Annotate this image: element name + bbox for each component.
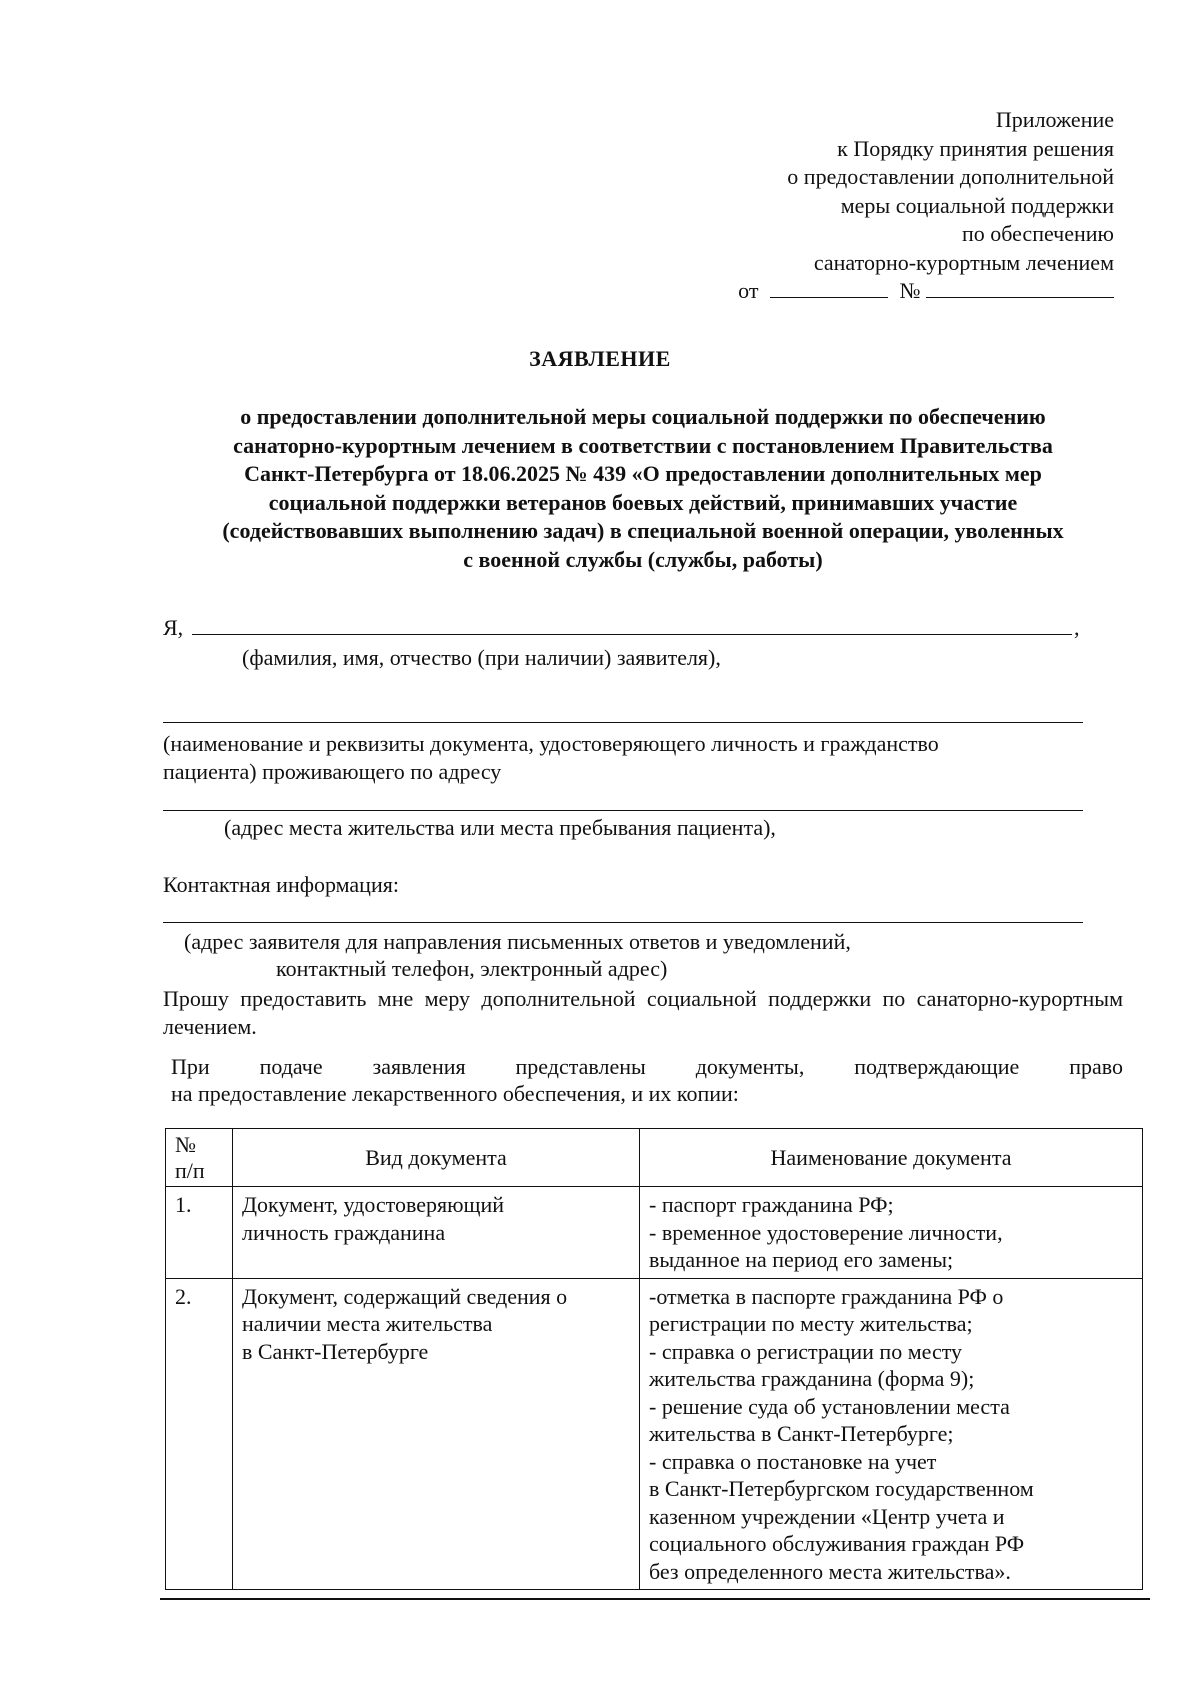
appendix-line: санаторно-курортным лечением [813, 249, 1114, 275]
applicant-comma: , [1074, 615, 1080, 640]
request-paragraph: Прошу предоставить мне меру дополнительной социальной поддержки по санаторно-курортным лечением. [163, 986, 1123, 1039]
row-document-names: - паспорт гражданина РФ; - временное удостоверение личности, выданное на период его замены; [640, 1187, 1143, 1279]
documents-intro-cont: на предоставление лекарственного обеспечения, и их копии: [171, 1081, 739, 1106]
intro-word: представлены [515, 1054, 646, 1079]
document-caption-cont: пациента) проживающего по адресу [163, 759, 502, 784]
identity-document-field[interactable] [163, 700, 1083, 723]
appendix-line: меры социальной поддержки [840, 192, 1114, 218]
page-bottom-rule [160, 1598, 1150, 1600]
address-caption: (адрес места жительства или места пребывания пациента), [224, 815, 776, 840]
intro-word: подтверждающие [854, 1054, 1020, 1079]
appendix-line: по обеспечению [961, 221, 1114, 246]
documents-intro [171, 1053, 1123, 1080]
date-prefix: от [738, 278, 759, 303]
document-subtitle [163, 403, 1123, 574]
applicant-name-field[interactable] [192, 612, 1072, 635]
subtitle-line: санаторно-курортным лечением в соответствии с постановлением Правительства [233, 432, 1053, 458]
subtitle-line: о предоставлении дополнительной меры социальной поддержки по обеспечению [240, 404, 1046, 429]
address-field[interactable] [163, 788, 1083, 811]
applicant-label: Я, [163, 615, 184, 640]
document-caption: (наименование и реквизиты документа, удостоверяющего личность и гражданство [163, 731, 939, 756]
subtitle-line: (содействовавших выполнению задач) в специальной военной операции, уволенных [222, 518, 1064, 543]
subtitle-line: с военной службы (службы, работы) [463, 546, 823, 572]
intro-word: При [171, 1054, 210, 1079]
table-header-row [166, 1129, 1143, 1187]
appendix-line: к Порядку принятия решения [837, 135, 1114, 161]
intro-word: подаче [259, 1054, 323, 1079]
document-title: ЗАЯВЛЕНИЕ [529, 346, 671, 371]
contact-label: Контактная информация: [163, 872, 399, 897]
contact-field[interactable] [163, 900, 1083, 923]
date-blank [770, 277, 888, 298]
number-prefix: № [899, 278, 921, 303]
intro-word: заявления [372, 1054, 466, 1079]
subtitle-line: Санкт-Петербурга от 18.06.2025 № 439 «О предоставлении дополнительных мер [244, 461, 1042, 486]
appendix-line: о предоставлении дополнительной [787, 164, 1114, 189]
header-document-type: Вид документа [233, 1129, 640, 1187]
row-number: 1. [166, 1187, 233, 1279]
appendix-date-number-line [514, 277, 1114, 306]
name-caption: (фамилия, имя, отчество (при наличии) заявителя), [242, 645, 721, 670]
table-row [166, 1187, 1143, 1279]
documents-table [165, 1128, 1143, 1590]
header-number: № п/п [166, 1129, 233, 1187]
contact-caption-cont: контактный телефон, электронный адрес) [276, 956, 668, 981]
number-blank [926, 277, 1114, 298]
row-document-names: -отметка в паспорте гражданина РФ о регистрации по месту жительства; - справка о регистрации по месту жительства гражданина (форма 9); - решение суда об установлении места жительства в Санкт-Петербурге; - справка о постановке на учет в Санкт-Петербургском государственном казенном учреждении «Центр учета и социального обслуживания граждан РФ без определенного места жительства». [640, 1278, 1143, 1590]
intro-word: документы, [695, 1054, 805, 1079]
header-document-name: Наименование документа [640, 1129, 1143, 1187]
appendix-header [514, 106, 1114, 306]
appendix-line: Приложение [995, 107, 1114, 132]
table-row [166, 1278, 1143, 1590]
contact-caption: (адрес заявителя для направления письменных ответов и уведомлений, [184, 929, 851, 954]
subtitle-line: социальной поддержки ветеранов боевых действий, принимавших участие [268, 489, 1018, 515]
row-document-type: Документ, удостоверяющий личность гражданина [233, 1187, 640, 1279]
intro-word: право [1069, 1054, 1123, 1079]
row-document-type: Документ, содержащий сведения о наличии места жительства в Санкт-Петербурге [233, 1278, 640, 1590]
row-number: 2. [166, 1278, 233, 1590]
